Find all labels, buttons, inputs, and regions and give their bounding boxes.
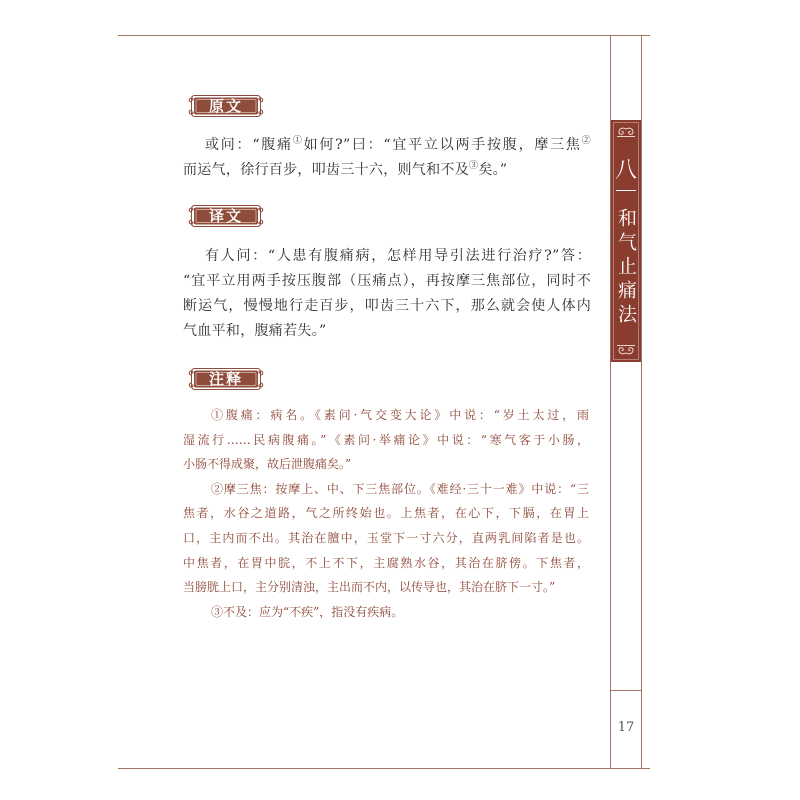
translation-line-3: 断运气，慢慢地行走百步，叩齿三十六下，那么就会使人体内 xyxy=(183,298,591,314)
original-heading: 原文 xyxy=(208,97,243,115)
notes-heading: 注释 xyxy=(208,370,243,388)
note-line-1: ①腹痛：病名。《素问·气交变大论》中说：“岁土太过，雨 xyxy=(211,408,589,422)
note-line-4: ②摩三焦：按摩上、中、下三焦部位。《难经·三十一难》中说：“三 xyxy=(211,481,589,496)
original-text xyxy=(183,133,591,183)
text-segment: 而运气，徐行百步，叩齿三十六，则气和不及 xyxy=(183,162,469,178)
note-line-7: 中焦者，在胃中脘，不上不下，主腐熟水谷，其治在脐傍。下焦者， xyxy=(183,555,589,570)
note-line-2: 湿流行……民病腹痛。”《素问·举痛论》中说：“寒气客于小肠， xyxy=(183,432,589,447)
scroll-ornament-icon xyxy=(614,344,638,356)
translation-text xyxy=(183,244,591,344)
notes-text xyxy=(183,403,589,624)
footnote-marker-1: ① xyxy=(292,136,304,146)
text-segment: 如何?”曰：“宜平立以两手按腹，摩三焦 xyxy=(303,137,582,153)
note-line-3: 小肠不得成聚，故后泄腹痛矣。” xyxy=(183,457,352,472)
chapter-number: 八 xyxy=(614,158,637,183)
translation-heading-badge xyxy=(188,204,264,228)
note-line-9: ③不及：应为“不疾”，指没有疾病。 xyxy=(211,604,404,619)
note-line-6: 口，主内而不出。其治在膻中，玉堂下一寸六分，直两乳间陷者是也。 xyxy=(183,530,589,545)
original-line-1 xyxy=(183,133,591,158)
note-line-5: 焦者，水谷之道路，气之所终始也。上焦者，在心下，下膈，在胃上 xyxy=(183,506,589,521)
translation-line-2: “宜平立用两手按压腹部（压痛点），再按摩三焦部位，同时不 xyxy=(183,273,591,289)
footnote-marker-3: ③ xyxy=(469,161,479,171)
footnote-marker-2: ② xyxy=(581,136,591,146)
translation-line-4: 气血平和，腹痛若失。” xyxy=(183,323,327,339)
text-segment: 或问：“腹痛 xyxy=(205,137,293,153)
original-line-2 xyxy=(183,158,591,183)
original-heading-badge xyxy=(188,94,264,118)
translation-heading: 译文 xyxy=(208,207,243,225)
chapter-tab-divider xyxy=(616,190,636,191)
page-number-divider xyxy=(610,690,642,691)
page-number: 17 xyxy=(617,720,635,735)
notes-heading-badge xyxy=(188,367,264,391)
chapter-tab xyxy=(611,120,641,362)
note-line-8: 当膀胱上口，主分别清浊，主出而不内，以传导也，其治在脐下一寸。” xyxy=(183,580,556,595)
translation-line-1: 有人问：“人患有腹痛病，怎样用导引法进行治疗?”答： xyxy=(205,248,591,264)
scroll-ornament-icon xyxy=(614,126,638,138)
chapter-title: 和气止痛法 xyxy=(615,208,637,328)
top-border-line xyxy=(118,35,650,36)
margin-outer-line xyxy=(641,35,642,769)
text-segment: 矣。” xyxy=(478,162,508,178)
bottom-border-line xyxy=(118,768,650,769)
